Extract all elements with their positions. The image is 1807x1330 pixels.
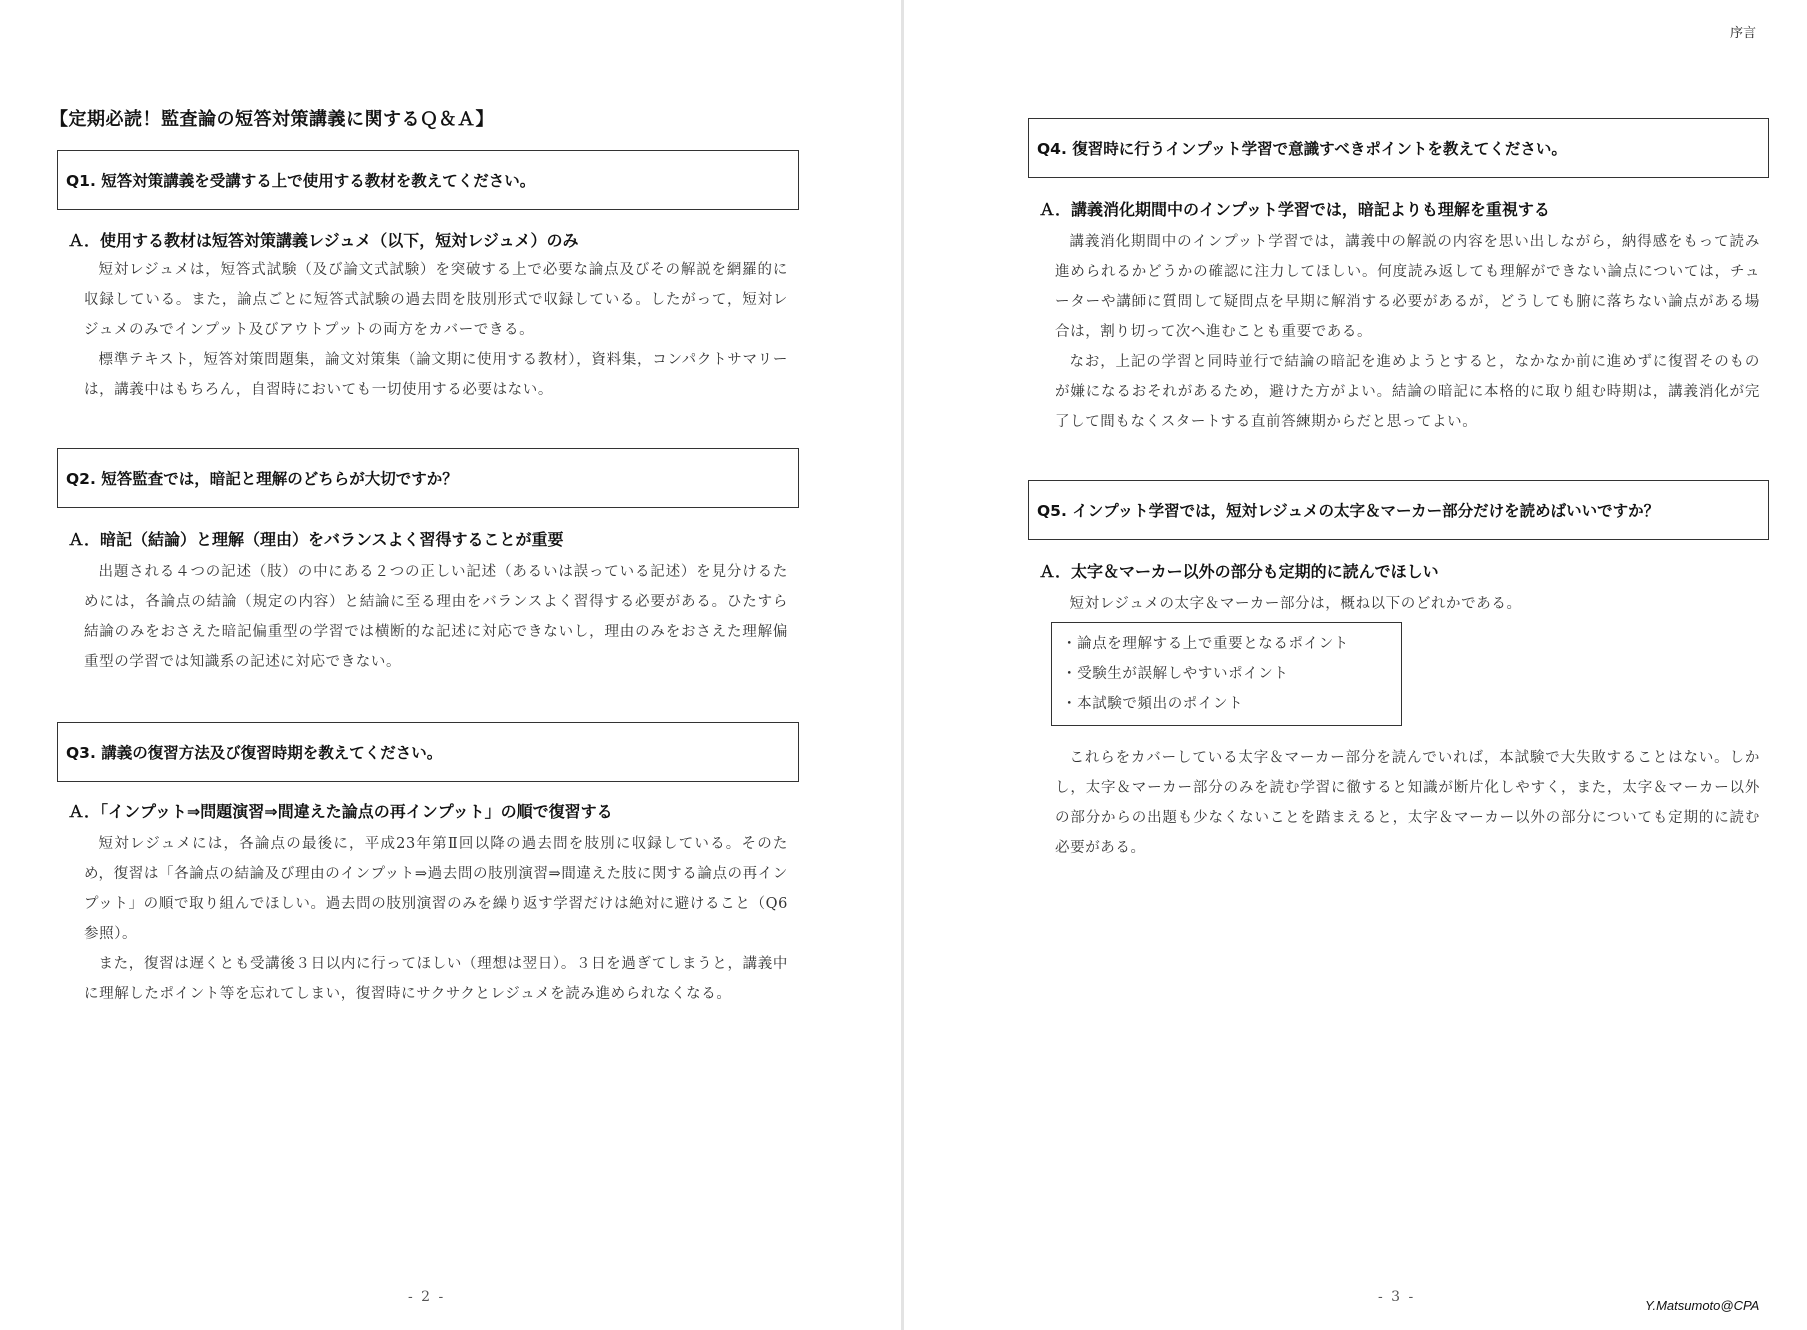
key-point-item: ・論点を理解する上で重要となるポイント: [1062, 636, 1349, 652]
q5-question-box: [1028, 480, 1769, 540]
q4-answer-heading: Ａ．講義消化期間中のインプット学習では，暗記よりも理解を重視する: [1039, 200, 1550, 219]
section-header: 序言: [1730, 26, 1757, 41]
q5-intro: 短対レジュメの太字＆マーカー部分は，概ね以下のどれかである。: [1069, 596, 1522, 612]
document-title: 【定期必読！監査論の短答対策講義に関するＱ＆Ａ】: [50, 109, 494, 130]
q4-question-box: [1028, 118, 1769, 178]
q1-paragraph: 標準テキスト，短答対策問題集，論文対策集（論文期に使用する教材），資料集，コンパクトサマリーは，講義中はもちろん，自習時においても一切使用する必要はない。: [84, 352, 788, 398]
q3-question-box: [57, 722, 799, 782]
q2-answer-heading: Ａ．暗記（結論）と理解（理由）をバランスよく習得することが重要: [68, 530, 564, 549]
q3-answer-heading: Ａ．「インプット⇒問題演習⇒間違えた論点の再インプット」の順で復習する: [68, 802, 613, 821]
q3-paragraph: また，復習は遅くとも受講後３日以内に行ってほしい（理想は翌日）。３日を過ぎてしまうと，講義中に理解したポイント等を忘れてしまい，復習時にサクサクとレジュメを読み進められなくなる。: [84, 956, 788, 1002]
q5-question: Q5. インプット学習では，短対レジュメの太字＆マーカー部分だけを読めばいいですか？: [1037, 502, 1660, 520]
q1-question-box: [57, 150, 799, 210]
q3-question: Q3. 講義の復習方法及び復習時期を教えてください。: [66, 744, 443, 762]
q2-question: Q2. 短答監査では，暗記と理解のどちらが大切ですか？: [66, 470, 458, 488]
q4-paragraph: 講義消化期間中のインプット学習では，講義中の解説の内容を思い出しながら，納得感をもって読み進められるかどうかの確認に注力してほしい。何度読み返しても理解ができない論点については，チューターや講師に質問して疑問点を早期に解消する必要があるが，どうしても腑に落ちない論点がある場合は，割り切って次へ進むことも重要である。: [1055, 234, 1760, 340]
key-point-item: ・受験生が誤解しやすいポイント: [1062, 666, 1289, 682]
q4-paragraph: なお，上記の学習と同時並行で結論の暗記を進めようとすると，なかなか前に進めずに復習そのものが嫌になるおそれがあるため，避けた方がよい。結論の暗記に本格的に取り組む時期は，講義消化が完了して間もなくスタートする直前答練期からだと思ってよい。: [1055, 354, 1760, 430]
author-credit: Y.Matsumoto@CPA: [1645, 1298, 1760, 1313]
q5-answer-heading: Ａ．太字＆マーカー以外の部分も定期的に読んでほしい: [1039, 562, 1439, 581]
q5-conclusion: これらをカバーしている太字＆マーカー部分を読んでいれば，本試験で大失敗することはない。しかし，太字＆マーカー部分のみを読む学習に徹すると知識が断片化しやすく，また，太字＆マーカー以外の部分からの出題も少なくないことを踏まえると，太字＆マーカー以外の部分についても定期的に読む必要がある。: [1055, 750, 1760, 856]
key-point-item: ・本試験で頻出のポイント: [1062, 696, 1244, 712]
key-points-box: [1051, 622, 1402, 726]
page-number-right: - 3 -: [1378, 1289, 1416, 1305]
page-number-left: - 2 -: [408, 1289, 446, 1305]
q2-question-box: [57, 448, 799, 508]
q2-paragraph: 出題される４つの記述（肢）の中にある２つの正しい記述（あるいは誤っている記述）を見分けるためには，各論点の結論（規定の内容）と結論に至る理由をバランスよく習得する必要がある。ひたすら結論のみをおさえた暗記偏重型の学習では横断的な記述に対応できないし，理由のみをおさえた理解偏重型の学習では知識系の記述に対応できない。: [84, 564, 788, 670]
q1-question: Q1. 短答対策講義を受講する上で使用する教材を教えてください。: [66, 172, 536, 190]
q3-paragraph: 短対レジュメには，各論点の最後に，平成23年第Ⅱ回以降の過去問を肢別に収録している。そのため，復習は「各論点の結論及び理由のインプット⇒過去問の肢別演習⇒間違えた肢に関する論点の再インプット」の順で取り組んでほしい。過去問の肢別演習のみを繰り返す学習だけは絶対に避けること（Q6参照）。: [84, 836, 788, 942]
q1-answer-heading: Ａ．使用する教材は短答対策講義レジュメ（以下，短対レジュメ）のみ: [68, 231, 579, 250]
q4-question: Q4. 復習時に行うインプット学習で意識すべきポイントを教えてください。: [1037, 140, 1567, 158]
q1-paragraph: 短対レジュメは，短答式試験（及び論文式試験）を突破する上で必要な論点及びその解説を網羅的に収録している。また，論点ごとに短答式試験の過去問を肢別形式で収録している。したがって，短対レジュメのみでインプット及びアウトプットの両方をカバーできる。: [84, 262, 788, 338]
